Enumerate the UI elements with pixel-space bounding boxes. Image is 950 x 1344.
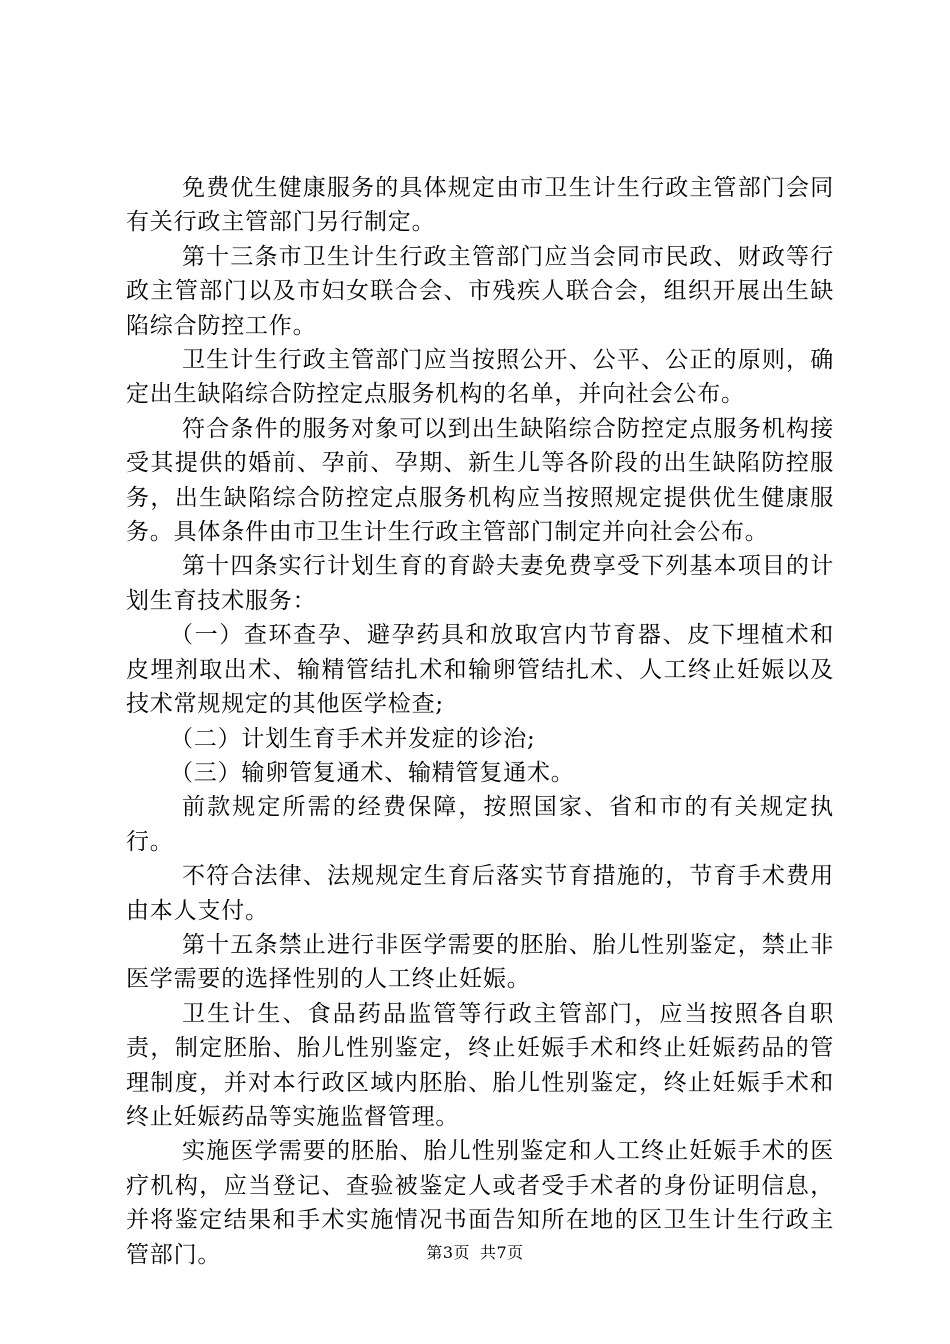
paragraph: 卫生计生、食品药品监管等行政主管部门，应当按照各自职责，制定胚胎、胎儿性别鉴定，终止妊娠手术和终止妊娠药品的管理制度，并对本行政区域内胚胎、胎儿性别鉴定，终止妊娠手术和终止妊娠药品等实施监督管理。 (126, 1000, 834, 1130)
article-15-paragraph: 第十五条禁止进行非医学需要的胚胎、胎儿性别鉴定，禁止非医学需要的选择性别的人工终止妊娠。 (126, 931, 834, 993)
article-14-paragraph: 第十四条实行计划生育的育龄夫妻免费享受下列基本项目的计划生育技术服务： (126, 553, 834, 614)
paragraph: 实施医学需要的胚胎、胎儿性别鉴定和人工终止妊娠手术的医疗机构，应当登记、查验被鉴定人或者受手术者的身份证明信息，并将鉴定结果和手术实施情况书面告知所在地的区卫生计生行政主管部门。 (126, 1138, 834, 1268)
list-item: （三）输卵管复通术、输精管复通术。 (170, 759, 575, 786)
document-body (126, 171, 834, 1272)
paragraph: 前款规定所需的经费保障，按照国家、省和市的有关规定执行。 (126, 794, 834, 855)
page-number-current: 第3页 (426, 1243, 470, 1262)
paragraph: 免费优生健康服务的具体规定由市卫生计生行政主管部门会同有关行政主管部门另行制定。 (126, 175, 834, 236)
paragraph: 符合条件的服务对象可以到出生缺陷综合防控定点服务机构接受其提供的婚前、孕前、孕期、新生儿等各阶段的出生缺陷防控服务，出生缺陷综合防控定点服务机构应当按照规定提供优生健康服务。具体条件由市卫生计生行政主管部门制定并向社会公布。 (126, 415, 834, 546)
page-number-total: 共7页 (480, 1243, 524, 1262)
paragraph: 卫生计生行政主管部门应当按照公开、公平、公正的原则，确定出生缺陷综合防控定点服务机构的名单，并向社会公布。 (126, 347, 834, 408)
list-item: （二）计划生育手术并发症的诊治; (170, 725, 536, 752)
article-13-paragraph: 第十三条市卫生计生行政主管部门应当会同市民政、财政等行政主管部门以及市妇女联合会、市残疾人联合会，组织开展出生缺陷综合防控工作。 (126, 243, 834, 339)
paragraph: 不符合法律、法规规定生育后落实节育措施的，节育手术费用由本人支付。 (126, 863, 834, 924)
page-footer (0, 1243, 950, 1263)
list-item: （一）查环查孕、避孕药具和放取宫内节育器、皮下埋植术和皮埋剂取出术、输精管结扎术和输卵管结扎术、人工终止妊娠以及技术常规规定的其他医学检查; (126, 622, 834, 718)
